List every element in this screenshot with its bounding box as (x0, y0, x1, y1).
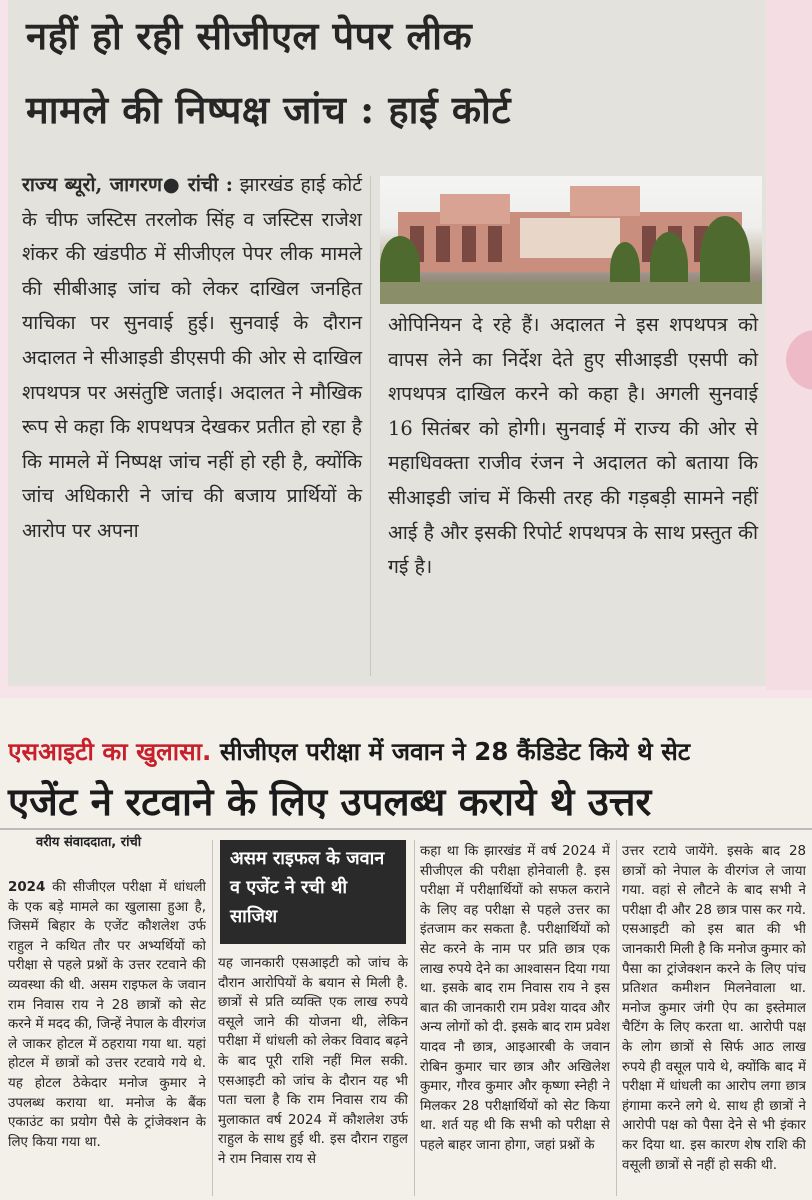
column-divider (212, 840, 213, 1196)
subhead-box: असम राइफल के जवान व एजेंट ने रची थी साजिश (220, 840, 406, 944)
headline-rule (0, 828, 812, 830)
headline-line-1: नहीं हो रही सीजीएल पेपर लीक (26, 13, 473, 58)
headline-line-2: मामले की निष्पक्ष जांच : हाई कोर्ट (26, 87, 512, 132)
kicker-line (8, 732, 804, 772)
news-clipping-high-court (8, 0, 766, 686)
byline: वरीय संवाददाता, रांची (36, 835, 142, 850)
article-column-1 (8, 878, 206, 1194)
dateline: राज्य ब्यूरो, जागरण● रांची : (22, 173, 233, 196)
kicker-black: सीजीएल परीक्षा में जवान ने 28 कैंडिडेट किये थे सेट (211, 737, 691, 766)
article-column-left (22, 168, 362, 549)
news-clipping-sit-reveal (0, 698, 812, 1200)
article-column-4: उत्तर रटाये जायेंगे. इसके बाद 28 छात्रों को नेपाल के वीरगंज ले जाया गया. वहां से लौटने के बाद सभी ने परीक्षा दी और 28 छात्र पास कर गये. एसआइटी को इस बात की भी जानकारी मिली है कि मनोज कुमार को पैसा का ट्रांजेक्शन करने के लिए पांच प्रतिशत कमीशन मिलनेवाला था. मनोज कुमार जंगी ऐप का इस्तेमाल चैटिंग के लिए करता था. आरोपी पक्ष के लोग छात्रों से सिर्फ आठ लाख रुपये ही वसूल पाये थे, क्योंकि बाद में परीक्षा में धांधली का आरोप लगा छात्र हंगामा करने लगे थे. साथ ही छात्रों ने आरोपी पक्ष को पैसा देने से भी इंकार कर दिया था. इस कारण शेष राशि की वसूली छात्रों से नहीं हो सकी थी. (622, 844, 806, 1173)
high-court-building-photo (380, 176, 762, 304)
article-body-left: झारखंड हाई कोर्ट के चीफ जस्टिस तरलोक सिंह व जस्टिस राजेश शंकर की खंडपीठ में सीजीएल पेपर लीक मामले की सीबीआइ जांच को लेकर दाखिल जनहित याचिका पर सुनवाई हुई। सुनवाई के दौरान अदालत ने सीआइडी डीएसपी की ओर से दाखिल शपथपत्र पर असंतुष्टि जताई। अदालत ने मौखिक रूप से कहा कि शपथपत्र देखकर प्रतीत हो रहा है कि मामले में निष्पक्ष जांच नहीं हो रही है, क्योंकि जांच अधिकारी ने जांच की बजाय प्रार्थियों के आरोप पर अपना (22, 173, 362, 542)
column-divider (370, 176, 371, 676)
kicker-red: एसआइटी का खुलासा. (8, 737, 212, 766)
main-headline: एजेंट ने रटवाने के लिए उपलब्ध कराये थे उत्तर (8, 780, 652, 825)
column-divider (616, 840, 617, 1196)
column-divider (414, 840, 415, 1196)
column-1-text: की सीजीएल परीक्षा में धांधली के एक बड़े मामले का खुलासा हुआ है, जिसमें बिहार के एजेंट कौशलेश उर्फ राहुल ने कथित तौर पर अभ्यर्थियों को परीक्षा से पहले प्रश्नों के उत्तर रटवाने की व्यवस्था की थी. असम राइफल के जवान राम निवास राय ने 28 छात्रों को सेट करने में मदद की, जिन्हें नेपाल के वीरगंज ले जाकर होटल में ठहराया गया था. यहां होटल में छात्रों को उत्तर रटवाये गये थे. यह होटल ठेकेदार मनोज कुमार ने उपलब्ध कराया था. मनोज के बैंक एकाउंट का प्रयोग पैसे के ट्रांजेक्शन के लिए किया गया था. (8, 880, 206, 1150)
article-column-2: यह जानकारी एसआइटी को जांच के दौरान आरोपियों के बयान से मिली है. छात्रों से प्रति व्यक्ति एक लाख रुपये वसूले जाने की योजना थी, लेकिन परीक्षा में धांधली को लेकर विवाद बढ़ने के बाद पूरी राशि नहीं मिल सकी. एसआइटी को जांच के दौरान यह भी पता चला है कि राम निवास राय की मुलाकात वर्ष 2024 में कौशलेश उर्फ राहुल के साथ हुई थी. इस दौरान राहुल ने राम निवास राय से (218, 956, 408, 1167)
article-column-3: कहा था कि झारखंड में वर्ष 2024 में सीजीएल की परीक्षा होनेवाली है. इस परीक्षा में परीक्षार्थियों को सफल कराने के लिए वह परीक्षा से पहले उत्तर का इंतजाम कर सकता है. परीक्षार्थियों को सेट करने के नाम पर प्रति छात्र एक लाख रुपये देने का आश्वासन दिया गया था. इसके बाद राम निवास राय ने इस बात की जानकारी राम प्रवेश यादव और अन्य लोगों को दी. इसके बाद राम प्रवेश यादव नौ छात्र, आइआरबी के जवान रोबिन कुमार चार छात्र और अखिलेश कुमार, गौरव कुमार और कृष्णा स्नेही ने मिलकर 28 परीक्षार्थियों को सेट किया था. शर्त यह थी कि सभी को परीक्षा से पहले बाहर जाना होगा, जहां प्रश्नों के (420, 844, 610, 1153)
article-body-right: ओपिनियन दे रहे हैं। अदालत ने इस शपथपत्र को वापस लेने का निर्देश देते हुए सीआइडी एसपी को शपथपत्र दाखिल करने को कहा है। अगली सुनवाई 16 सितंबर को होगी। सुनवाई में राज्य की ओर से महाधिवक्ता राजीव रंजन ने अदालत को बताया कि सीआइडी जांच में किसी तरह की गड़बड़ी सामने नहीं आई है और इसकी रिपोर्ट शपथपत्र के साथ प्रस्तुत की गई है। (388, 313, 758, 579)
lead-year: 2024 (8, 880, 46, 895)
